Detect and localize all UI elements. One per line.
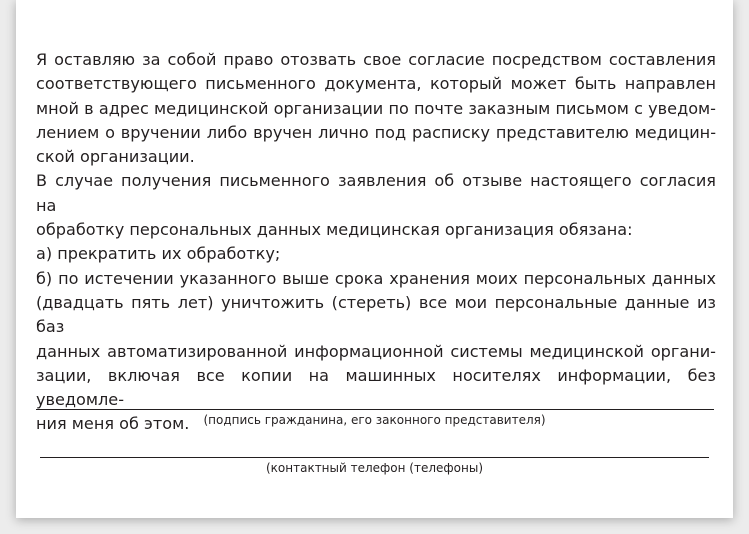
text-line: (двадцать пять лет) уничтожить (стереть) все мои персональные данные из баз: [36, 292, 716, 337]
text-line: В случае получения письменного заявления об отзыве настоящего согласия на: [36, 171, 716, 215]
text-line: данных автоматизированной информационной системы медицинской органи-: [36, 341, 716, 361]
text-line: Я оставляю за собой право отозвать свое согласие посредством составления: [36, 50, 716, 69]
text-line: а) прекратить их обработку;: [36, 244, 281, 264]
text-line: соответствующего письменного документа, который может быть направлен: [36, 74, 716, 94]
text-line: ской организации.: [36, 147, 195, 167]
text-line: ния меня об этом.: [36, 414, 190, 434]
consent-text: [36, 48, 716, 437]
text-line: б) по истечении указанного выше срока хранения моих персональных данных: [36, 268, 716, 288]
phone-line: [40, 457, 709, 458]
document-page: [16, 0, 733, 518]
text-line: мной в адрес медицинской организации по почте заказным письмом с уведом-: [36, 98, 716, 118]
text-line: обработку персональных данных медицинская организация обязана:: [36, 220, 633, 240]
signature-caption: (подпись гражданина, его законного представителя): [203, 413, 546, 427]
signature-line: [36, 409, 714, 410]
text-line: зации, включая все копии на машинных носителях информации, без уведомле-: [36, 365, 716, 410]
text-line: лением о вручении либо вручен лично под расписку представителю медицин-: [36, 122, 716, 142]
phone-caption: (контактный телефон (телефоны): [265, 461, 484, 475]
